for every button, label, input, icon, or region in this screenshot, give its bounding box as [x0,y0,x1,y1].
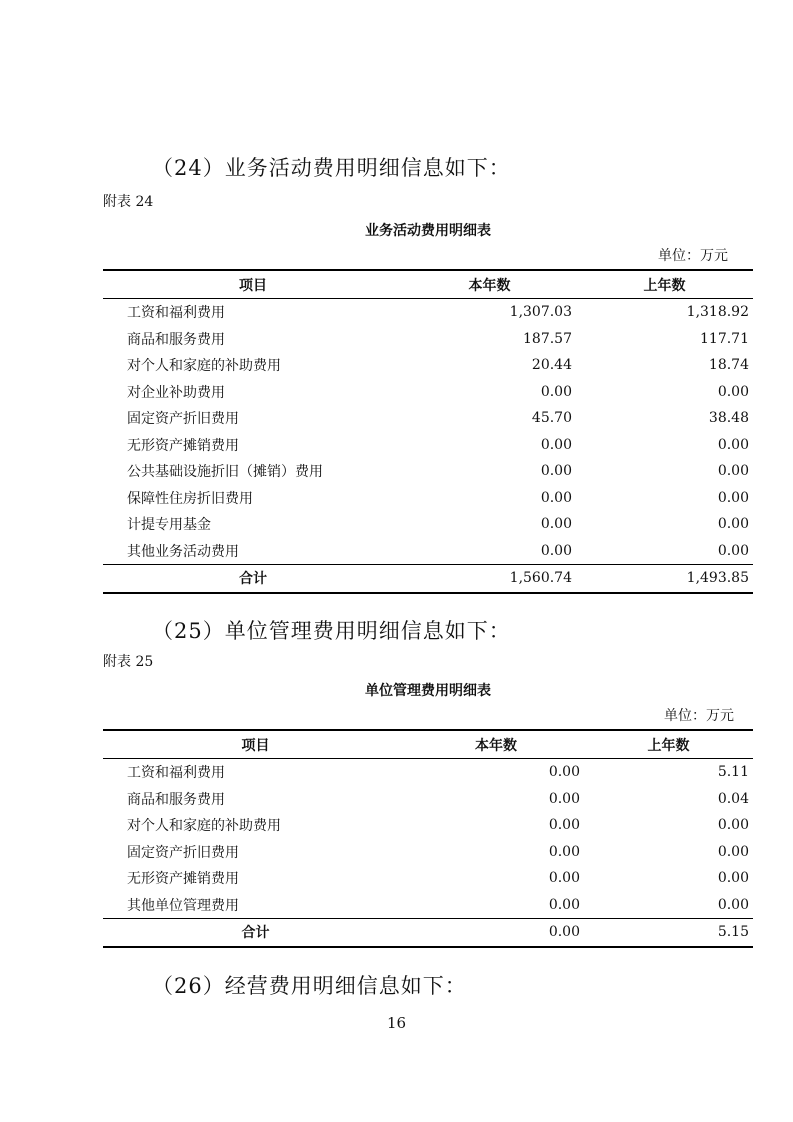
row-item-label: 固定资产折旧费用 [127,844,239,861]
row-previous-value: 0.00 [717,843,749,860]
table-row [103,839,753,866]
row-item-label: 对个人和家庭的补助费用 [127,358,281,375]
section-24-heading: （24）业务活动费用明细信息如下： [152,156,511,180]
row-current-value: 0.00 [548,870,580,887]
table-row [103,759,753,786]
row-item-label: 公共基础设施折旧（摊销）费用 [127,464,323,481]
table-row [103,326,753,353]
row-item-label: 固定资产折旧费用 [127,411,239,428]
row-current-value: 0.00 [540,436,572,453]
total-label: 合计 [103,919,408,947]
total-row [103,565,753,593]
table-row [103,865,753,892]
row-current-value: 0.00 [540,542,572,559]
section-24-annex-label: 附表 24 [103,194,154,210]
section-25-table-title: 单位管理费用明细表 [365,683,491,699]
row-item-label: 保障性住房折旧费用 [127,490,253,507]
row-previous-value: 38.48 [708,410,749,427]
row-current-value: 0.00 [540,383,572,400]
row-item-label: 工资和福利费用 [127,765,225,782]
row-current-value: 0.00 [548,817,580,834]
section-25-annex-label: 附表 25 [103,654,154,670]
table-row [103,485,753,512]
section-24-table [103,269,753,594]
row-current-value: 0.00 [540,463,572,480]
row-current-value: 0.00 [548,790,580,807]
table-row [103,432,753,459]
total-previous-value: 5.15 [584,919,753,947]
table-row [103,352,753,379]
row-previous-value: 0.00 [717,542,749,559]
row-previous-value: 0.00 [717,896,749,913]
row-current-value: 45.70 [531,410,572,427]
column-header-item: 项目 [103,730,408,759]
section-25-heading: （25）单位管理费用明细信息如下： [152,619,511,643]
table-row [103,538,753,565]
row-item-label: 商品和服务费用 [127,791,225,808]
table-row [103,812,753,839]
section-24-table-title: 业务活动费用明细表 [365,223,491,239]
row-previous-value: 0.04 [717,790,749,807]
table-row [103,379,753,406]
table-row [103,786,753,813]
total-label: 合计 [103,565,403,593]
row-current-value: 1,307.03 [509,304,572,321]
row-previous-value: 1,318.92 [686,304,749,321]
row-current-value: 0.00 [540,489,572,506]
row-current-value: 0.00 [548,764,580,781]
row-current-value: 20.44 [531,357,572,374]
column-header-current-year: 本年数 [403,270,576,299]
section-26-heading: （26）经营费用明细信息如下： [152,974,467,998]
total-previous-value: 1,493.85 [576,565,753,593]
total-current-value: 1,560.74 [403,565,576,593]
table-row [103,458,753,485]
row-item-label: 其他单位管理费用 [127,897,239,914]
row-previous-value: 0.00 [717,463,749,480]
section-25-table [103,729,753,948]
column-header-previous-year: 上年数 [584,730,753,759]
total-current-value: 0.00 [408,919,584,947]
row-item-label: 对企业补助费用 [127,384,225,401]
table-row [103,892,753,919]
row-previous-value: 5.11 [717,764,749,781]
page-number: 16 [386,1014,407,1032]
row-current-value: 187.57 [523,330,572,347]
table-row [103,405,753,432]
row-item-label: 无形资产摊销费用 [127,437,239,454]
row-current-value: 0.00 [540,516,572,533]
row-current-value: 0.00 [548,896,580,913]
row-previous-value: 18.74 [708,357,749,374]
column-header-previous-year: 上年数 [576,270,753,299]
table-header-row [103,270,753,299]
section-24-unit: 单位：万元 [658,248,728,264]
row-previous-value: 0.00 [717,436,749,453]
row-item-label: 对个人和家庭的补助费用 [127,818,281,835]
table-header-row [103,730,753,759]
row-previous-value: 0.00 [717,870,749,887]
row-previous-value: 0.00 [717,516,749,533]
section-25-unit: 单位：万元 [664,708,734,724]
row-item-label: 无形资产摊销费用 [127,871,239,888]
row-item-label: 其他业务活动费用 [127,543,239,560]
row-item-label: 工资和福利费用 [127,305,225,322]
row-previous-value: 0.00 [717,817,749,834]
row-previous-value: 0.00 [717,489,749,506]
total-row [103,919,753,947]
table-row [103,299,753,326]
row-item-label: 商品和服务费用 [127,331,225,348]
row-current-value: 0.00 [548,843,580,860]
row-previous-value: 117.71 [700,330,749,347]
column-header-current-year: 本年数 [408,730,584,759]
row-previous-value: 0.00 [717,383,749,400]
table-row [103,511,753,538]
column-header-item: 项目 [103,270,403,299]
row-item-label: 计提专用基金 [127,517,211,534]
